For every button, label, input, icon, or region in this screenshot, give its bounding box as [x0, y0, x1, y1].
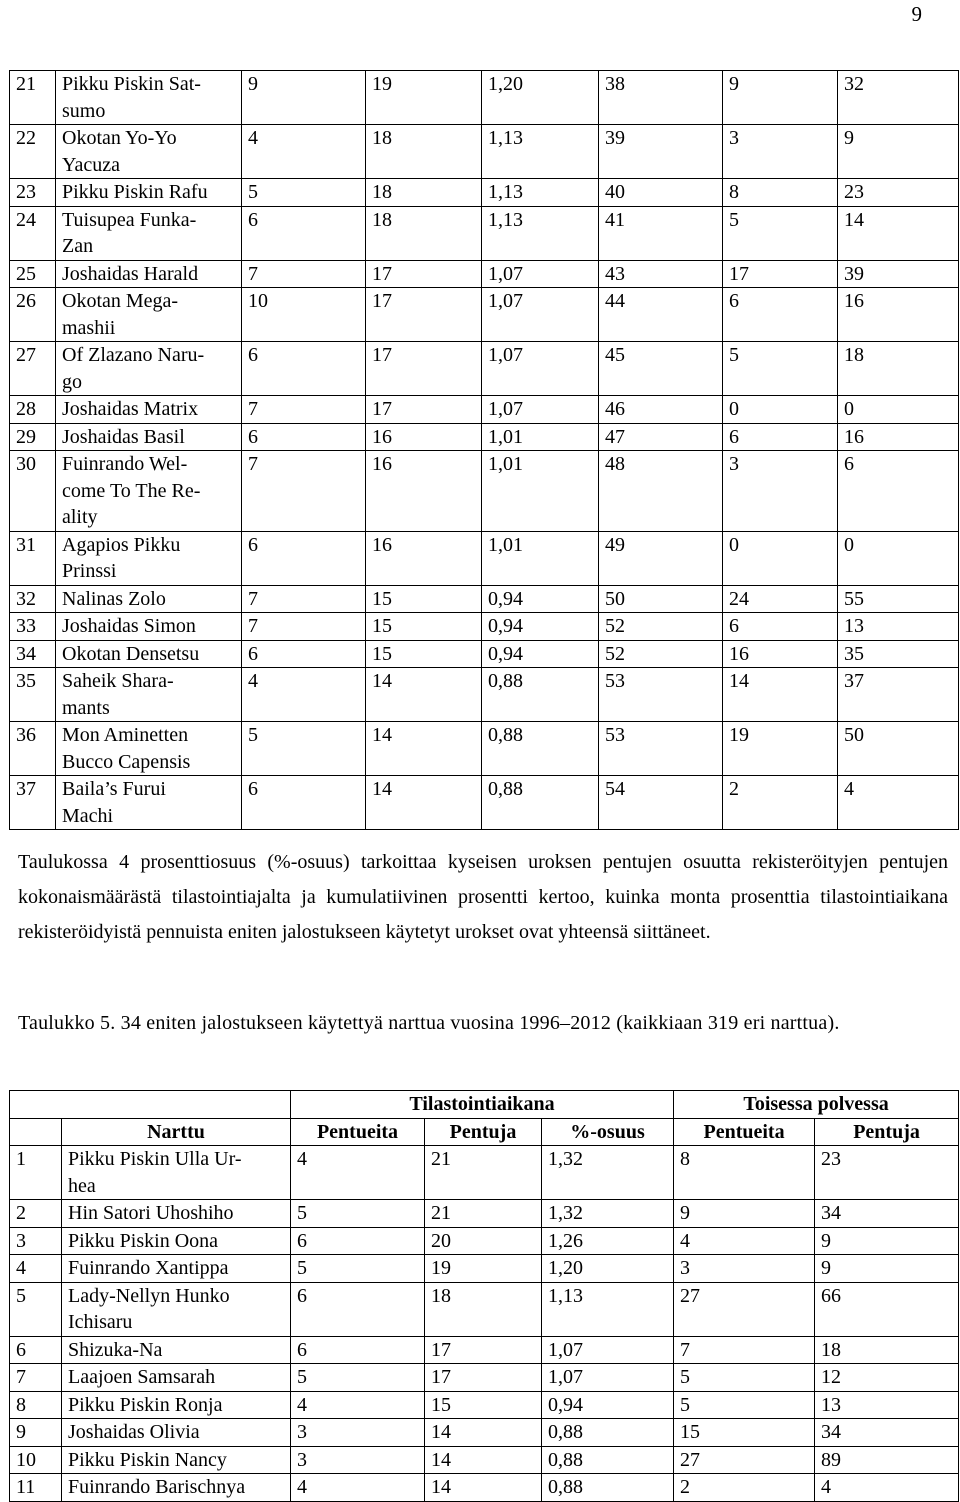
litters-2nd-cell: 0: [723, 531, 838, 585]
table-row: [10, 206, 959, 260]
puppies-cell: 21: [425, 1146, 542, 1200]
litters-2nd-cell: 3: [674, 1255, 815, 1283]
puppies-2nd-cell: 13: [815, 1391, 959, 1419]
percent-cell: 0,88: [482, 722, 599, 776]
litters-cell: 6: [242, 640, 366, 668]
rank-cell: 33: [10, 613, 56, 641]
litters-2nd-cell: 5: [674, 1364, 815, 1392]
litters-cell: 6: [291, 1282, 425, 1336]
name-cell: Pikku Piskin Ulla Ur- hea: [62, 1146, 291, 1200]
table-row: [10, 423, 959, 451]
litters-cell: 7: [242, 613, 366, 641]
percent-cell: 1,13: [482, 206, 599, 260]
puppies-cell: 14: [425, 1419, 542, 1447]
cumulative-cell: 53: [599, 668, 723, 722]
page-number: 9: [911, 2, 922, 26]
litters-cell: 5: [291, 1255, 425, 1283]
litters-2nd-cell: 2: [723, 776, 838, 830]
table-row: [10, 1146, 959, 1200]
header-puppies: Pentuja: [425, 1118, 542, 1146]
puppies-cell: 14: [366, 722, 482, 776]
name-cell: Tuisupea Funka- Zan: [56, 206, 242, 260]
puppies-cell: 16: [366, 531, 482, 585]
percent-cell: 0,88: [542, 1419, 674, 1447]
rank-cell: 31: [10, 531, 56, 585]
puppies-cell: 18: [425, 1282, 542, 1336]
percent-cell: 1,13: [482, 125, 599, 179]
litters-2nd-cell: 9: [674, 1200, 815, 1228]
explanation-paragraph: Taulukossa 4 prosenttiosuus (%-osuus) tarkoittaa kyseisen uroksen pentujen osuutta rekisteröityjen pentujen kokonaismäärästä tilastointiajalta ja kumulatiivinen prosentti kertoo, kuinka monta prosenttia tilastointiaikana rekisteröidyistä pennuista eniten jalostukseen käytetyt urokset ovat yhteensä siittäneet.: [18, 851, 948, 943]
rank-cell: 2: [10, 1200, 62, 1228]
puppies-cell: 15: [425, 1391, 542, 1419]
puppies-2nd-cell: 23: [815, 1146, 959, 1200]
header-puppies-2nd: Pentuja: [815, 1118, 959, 1146]
rank-cell: 7: [10, 1364, 62, 1392]
puppies-2nd-cell: 66: [815, 1282, 959, 1336]
litters-2nd-cell: 3: [723, 125, 838, 179]
puppies-2nd-cell: 4: [815, 1474, 959, 1502]
cumulative-cell: 54: [599, 776, 723, 830]
puppies-cell: 21: [425, 1200, 542, 1228]
puppies-2nd-cell: 34: [815, 1419, 959, 1447]
litters-2nd-cell: 6: [723, 423, 838, 451]
puppies-cell: 20: [425, 1227, 542, 1255]
puppies-2nd-cell: 50: [838, 722, 959, 776]
puppies-cell: 14: [366, 668, 482, 722]
percent-cell: 0,88: [542, 1446, 674, 1474]
table-row: [10, 1282, 959, 1336]
percent-cell: 0,88: [542, 1474, 674, 1502]
percent-cell: 1,13: [482, 179, 599, 207]
percent-cell: 1,01: [482, 423, 599, 451]
cumulative-cell: 52: [599, 640, 723, 668]
table-row: [10, 260, 959, 288]
rank-cell: 9: [10, 1419, 62, 1447]
cumulative-cell: 40: [599, 179, 723, 207]
rank-cell: 11: [10, 1474, 62, 1502]
percent-cell: 1,07: [482, 396, 599, 424]
litters-cell: 6: [242, 531, 366, 585]
litters-cell: 7: [242, 451, 366, 532]
name-cell: Of Zlazano Naru- go: [56, 342, 242, 396]
puppies-cell: 17: [425, 1336, 542, 1364]
table-row: [10, 1364, 959, 1392]
litters-2nd-cell: 7: [674, 1336, 815, 1364]
puppies-cell: 17: [366, 342, 482, 396]
name-cell: Joshaidas Harald: [56, 260, 242, 288]
puppies-cell: 15: [366, 640, 482, 668]
puppies-2nd-cell: 14: [838, 206, 959, 260]
percent-cell: 1,01: [482, 451, 599, 532]
litters-cell: 3: [291, 1446, 425, 1474]
litters-cell: 4: [242, 668, 366, 722]
puppies-cell: 19: [366, 71, 482, 125]
puppies-2nd-cell: 4: [838, 776, 959, 830]
cumulative-cell: 48: [599, 451, 723, 532]
rank-cell: 8: [10, 1391, 62, 1419]
percent-cell: 1,07: [482, 288, 599, 342]
cumulative-cell: 39: [599, 125, 723, 179]
puppies-cell: 15: [366, 585, 482, 613]
puppies-cell: 18: [366, 206, 482, 260]
puppies-2nd-cell: 6: [838, 451, 959, 532]
name-cell: Fuinrando Xantippa: [62, 1255, 291, 1283]
percent-cell: 1,26: [542, 1227, 674, 1255]
rank-cell: 24: [10, 206, 56, 260]
litters-cell: 5: [291, 1200, 425, 1228]
litters-2nd-cell: 5: [723, 342, 838, 396]
puppies-2nd-cell: 12: [815, 1364, 959, 1392]
table-row: [10, 1227, 959, 1255]
name-cell: Lady-Nellyn Hunko Ichisaru: [62, 1282, 291, 1336]
rank-cell: 10: [10, 1446, 62, 1474]
puppies-2nd-cell: 39: [838, 260, 959, 288]
header-percent: %-osuus: [542, 1118, 674, 1146]
table-row: [10, 613, 959, 641]
rank-cell: 32: [10, 585, 56, 613]
cumulative-cell: 49: [599, 531, 723, 585]
puppies-cell: 14: [425, 1446, 542, 1474]
cumulative-cell: 45: [599, 342, 723, 396]
name-cell: Mon Aminetten Bucco Capensis: [56, 722, 242, 776]
name-cell: Joshaidas Olivia: [62, 1419, 291, 1447]
litters-cell: 6: [242, 423, 366, 451]
name-cell: Pikku Piskin Sat- sumo: [56, 71, 242, 125]
litters-2nd-cell: 19: [723, 722, 838, 776]
name-cell: Fuinrando Barischnya: [62, 1474, 291, 1502]
percent-cell: 1,32: [542, 1146, 674, 1200]
litters-cell: 4: [291, 1146, 425, 1200]
litters-2nd-cell: 6: [723, 288, 838, 342]
name-cell: Okotan Yo-Yo Yacuza: [56, 125, 242, 179]
name-cell: Joshaidas Matrix: [56, 396, 242, 424]
name-cell: Saheik Shara- mants: [56, 668, 242, 722]
rank-cell: 22: [10, 125, 56, 179]
litters-cell: 4: [291, 1391, 425, 1419]
litters-2nd-cell: 27: [674, 1446, 815, 1474]
header-empty: [10, 1091, 291, 1119]
rank-cell: 35: [10, 668, 56, 722]
litters-cell: 6: [291, 1336, 425, 1364]
puppies-2nd-cell: 89: [815, 1446, 959, 1474]
puppies-2nd-cell: 23: [838, 179, 959, 207]
litters-cell: 6: [242, 776, 366, 830]
name-cell: Pikku Piskin Nancy: [62, 1446, 291, 1474]
percent-cell: 1,13: [542, 1282, 674, 1336]
name-cell: Pikku Piskin Ronja: [62, 1391, 291, 1419]
litters-2nd-cell: 8: [674, 1146, 815, 1200]
name-cell: Agapios Pikku Prinssi: [56, 531, 242, 585]
cumulative-cell: 53: [599, 722, 723, 776]
table-row: [10, 288, 959, 342]
stud-males-table-continued: [9, 70, 959, 830]
puppies-2nd-cell: 16: [838, 288, 959, 342]
litters-cell: 6: [242, 206, 366, 260]
puppies-2nd-cell: 0: [838, 531, 959, 585]
litters-cell: 5: [242, 722, 366, 776]
rank-cell: 4: [10, 1255, 62, 1283]
percent-cell: 0,88: [482, 668, 599, 722]
rank-cell: 30: [10, 451, 56, 532]
stud-females-table: [9, 1090, 959, 1502]
rank-cell: 25: [10, 260, 56, 288]
table-row: [10, 776, 959, 830]
puppies-cell: 15: [366, 613, 482, 641]
puppies-2nd-cell: 9: [815, 1255, 959, 1283]
cumulative-cell: 46: [599, 396, 723, 424]
rank-cell: 6: [10, 1336, 62, 1364]
puppies-2nd-cell: 35: [838, 640, 959, 668]
litters-cell: 9: [242, 71, 366, 125]
rank-cell: 29: [10, 423, 56, 451]
name-cell: Okotan Densetsu: [56, 640, 242, 668]
name-cell: Hin Satori Uhoshiho: [62, 1200, 291, 1228]
cumulative-cell: 41: [599, 206, 723, 260]
cumulative-cell: 52: [599, 613, 723, 641]
group-header-second-generation: Toisessa polvessa: [674, 1091, 959, 1119]
cumulative-cell: 44: [599, 288, 723, 342]
percent-cell: 1,07: [482, 260, 599, 288]
name-cell: Baila’s Furui Machi: [56, 776, 242, 830]
percent-cell: 1,32: [542, 1200, 674, 1228]
percent-cell: 0,94: [482, 640, 599, 668]
puppies-2nd-cell: 37: [838, 668, 959, 722]
percent-cell: 1,07: [542, 1364, 674, 1392]
rank-cell: 34: [10, 640, 56, 668]
name-cell: Fuinrando Wel- come To The Re- ality: [56, 451, 242, 532]
litters-cell: 7: [242, 396, 366, 424]
table-row: [10, 1419, 959, 1447]
table-row: [10, 668, 959, 722]
puppies-cell: 16: [366, 451, 482, 532]
litters-2nd-cell: 4: [674, 1227, 815, 1255]
header-female: Narttu: [62, 1118, 291, 1146]
header-litters-2nd: Pentueita: [674, 1118, 815, 1146]
puppies-cell: 14: [425, 1474, 542, 1502]
litters-cell: 4: [242, 125, 366, 179]
puppies-cell: 17: [366, 288, 482, 342]
table-5-caption: Taulukko 5. 34 eniten jalostukseen käytettyä narttua vuosina 1996–2012 (kaikkiaan 319 eri narttua).: [18, 1012, 840, 1034]
puppies-2nd-cell: 55: [838, 585, 959, 613]
group-header-stat-period: Tilastointiaikana: [291, 1091, 674, 1119]
litters-2nd-cell: 5: [674, 1391, 815, 1419]
litters-2nd-cell: 14: [723, 668, 838, 722]
percent-cell: 1,07: [542, 1336, 674, 1364]
litters-cell: 7: [242, 260, 366, 288]
table-row: [10, 1446, 959, 1474]
name-cell: Shizuka-Na: [62, 1336, 291, 1364]
percent-cell: 0,94: [542, 1391, 674, 1419]
rank-cell: 3: [10, 1227, 62, 1255]
table-row: [10, 1200, 959, 1228]
litters-2nd-cell: 5: [723, 206, 838, 260]
percent-cell: 1,07: [482, 342, 599, 396]
puppies-2nd-cell: 16: [838, 423, 959, 451]
cumulative-cell: 50: [599, 585, 723, 613]
header-litters: Pentueita: [291, 1118, 425, 1146]
percent-cell: 0,88: [482, 776, 599, 830]
puppies-2nd-cell: 34: [815, 1200, 959, 1228]
rank-cell: 26: [10, 288, 56, 342]
table-row: [10, 1255, 959, 1283]
puppies-cell: 18: [366, 179, 482, 207]
puppies-2nd-cell: 18: [815, 1336, 959, 1364]
header-number: [10, 1118, 62, 1146]
puppies-cell: 18: [366, 125, 482, 179]
litters-2nd-cell: 8: [723, 179, 838, 207]
table-row: [10, 396, 959, 424]
name-cell: Joshaidas Simon: [56, 613, 242, 641]
percent-cell: 1,01: [482, 531, 599, 585]
litters-2nd-cell: 0: [723, 396, 838, 424]
litters-2nd-cell: 6: [723, 613, 838, 641]
table-row: [10, 451, 959, 532]
litters-cell: 5: [291, 1364, 425, 1392]
table-row: [10, 722, 959, 776]
percent-cell: 0,94: [482, 585, 599, 613]
rank-cell: 1: [10, 1146, 62, 1200]
puppies-2nd-cell: 9: [838, 125, 959, 179]
litters-cell: 5: [242, 179, 366, 207]
table-row: [10, 179, 959, 207]
table-row: [10, 342, 959, 396]
puppies-2nd-cell: 0: [838, 396, 959, 424]
rank-cell: 28: [10, 396, 56, 424]
table-row: [10, 1336, 959, 1364]
table-row: [10, 125, 959, 179]
litters-2nd-cell: 15: [674, 1419, 815, 1447]
litters-cell: 6: [291, 1227, 425, 1255]
name-cell: Joshaidas Basil: [56, 423, 242, 451]
puppies-2nd-cell: 13: [838, 613, 959, 641]
percent-cell: 1,20: [482, 71, 599, 125]
puppies-2nd-cell: 9: [815, 1227, 959, 1255]
puppies-cell: 17: [366, 260, 482, 288]
table-row: [10, 531, 959, 585]
rank-cell: 27: [10, 342, 56, 396]
litters-2nd-cell: 27: [674, 1282, 815, 1336]
litters-2nd-cell: 9: [723, 71, 838, 125]
litters-cell: 7: [242, 585, 366, 613]
name-cell: Laajoen Samsarah: [62, 1364, 291, 1392]
name-cell: Pikku Piskin Oona: [62, 1227, 291, 1255]
puppies-cell: 16: [366, 423, 482, 451]
table-row: [10, 585, 959, 613]
table-row: [10, 640, 959, 668]
rank-cell: 23: [10, 179, 56, 207]
cumulative-cell: 47: [599, 423, 723, 451]
litters-2nd-cell: 17: [723, 260, 838, 288]
rank-cell: 37: [10, 776, 56, 830]
rank-cell: 36: [10, 722, 56, 776]
percent-cell: 1,20: [542, 1255, 674, 1283]
name-cell: Nalinas Zolo: [56, 585, 242, 613]
puppies-2nd-cell: 32: [838, 71, 959, 125]
cumulative-cell: 38: [599, 71, 723, 125]
litters-cell: 6: [242, 342, 366, 396]
puppies-2nd-cell: 18: [838, 342, 959, 396]
puppies-cell: 17: [366, 396, 482, 424]
litters-cell: 4: [291, 1474, 425, 1502]
litters-2nd-cell: 3: [723, 451, 838, 532]
puppies-cell: 19: [425, 1255, 542, 1283]
rank-cell: 5: [10, 1282, 62, 1336]
name-cell: Okotan Mega- mashii: [56, 288, 242, 342]
litters-2nd-cell: 2: [674, 1474, 815, 1502]
litters-cell: 10: [242, 288, 366, 342]
rank-cell: 21: [10, 71, 56, 125]
table-row: [10, 1391, 959, 1419]
table-row: [10, 71, 959, 125]
litters-2nd-cell: 24: [723, 585, 838, 613]
litters-cell: 3: [291, 1419, 425, 1447]
puppies-cell: 17: [425, 1364, 542, 1392]
puppies-cell: 14: [366, 776, 482, 830]
cumulative-cell: 43: [599, 260, 723, 288]
name-cell: Pikku Piskin Rafu: [56, 179, 242, 207]
percent-cell: 0,94: [482, 613, 599, 641]
litters-2nd-cell: 16: [723, 640, 838, 668]
